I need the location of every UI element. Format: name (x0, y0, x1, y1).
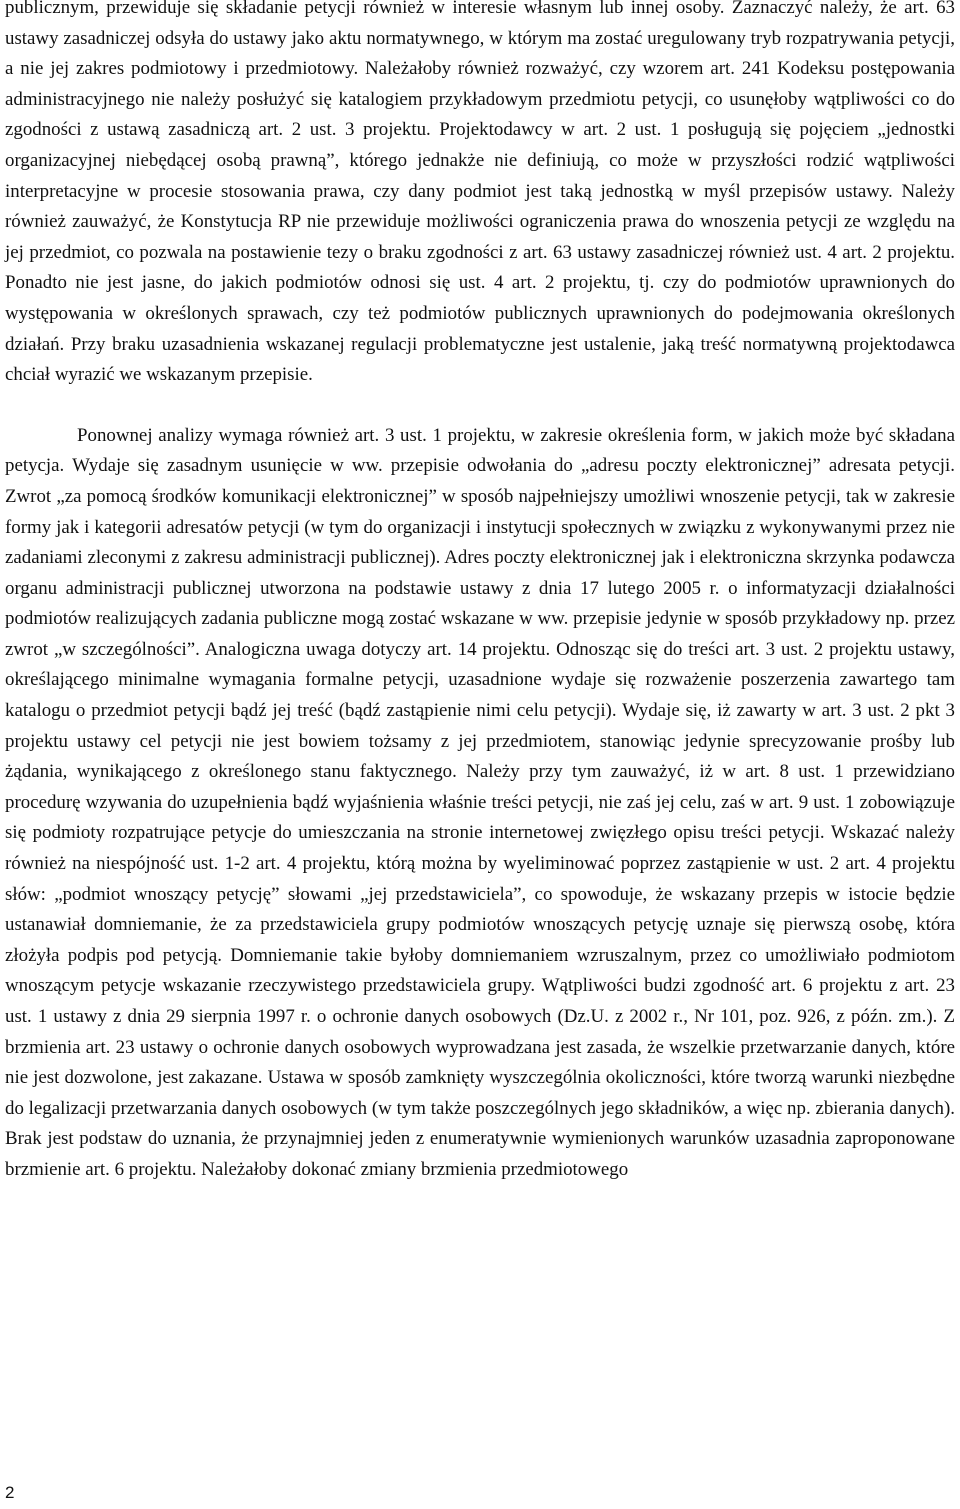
page-number: 2 (5, 1483, 15, 1502)
paragraph-petition-scope: publicznym, przewiduje się składanie petycji również w interesie własnym lub innej osoby. Zaznaczyć należy, że art. 63 ustawy zasadniczej odsyła do ustawy jako aktu normatywnego, w którym ma zostać uregulowany tryb rozpatrywania petycji, a nie jej zakres podmiotowy i przedmiotowy. Należałoby również rozważyć, czy wzorem art. 241 Kodeksu postępowania administracyjnego nie należy posłużyć się katalogiem przykładowym przedmiotu petycji, co usunęłoby wątpliwości co do zgodności z ustawą zasadniczą art. 2 ust. 3 projektu. Projektodawcy w art. 2 ust. 1 posługują się pojęciem „jednostki organizacyjnej niebędącej osobą prawną”, którego jednakże nie definiują, co może w przyszłości rodzić wątpliwości interpretacyjne w procesie stosowania prawa, czy dany podmiot jest taką jednostką w myśl przepisów ustawy. Należy również zauważyć, że Konstytucja RP nie przewiduje możliwości ograniczenia prawa do wnoszenia petycji ze względu na jej przedmiot, co pozwala na postawienie tezy o braku zgodności z art. 63 ustawy zasadniczej również ust. 4 art. 2 projektu. Ponadto nie jest jasne, do jakich podmiotów odnosi się ust. 4 art. 2 projektu, tj. czy do podmiotów uprawnionych do występowania w określonych sprawach, czy też podmiotów publicznych uprawnionych do podejmowania określonych działań. Przy braku uzasadnienia wskazanej regulacji problematyczne jest ustalenie, jaką treść normatywną projektodawca chciał wyrazić we wskazanym przepisie. (5, 0, 955, 386)
document-page (5, 0, 955, 1186)
paragraph-petition-forms: Ponownej analizy wymaga również art. 3 ust. 1 projektu, w zakresie określenia form, w jakich może być składana petycja. Wydaje się zasadnym usunięcie w ww. przepisie odwołania do „adresu poczty elektronicznej” adresata petycji. Zwrot „za pomocą środków komunikacji elektronicznej” w sposób najpełniejszy umożliwi wnoszenie petycji, tak w zakresie formy jak i kategorii adresatów petycji (w tym do organizacji i instytucji społecznych w związku z wykonywanymi przez nie zadaniami zleconymi z zakresu administracji publicznej). Adres poczty elektronicznej jak i elektroniczna skrzynka podawcza organu administracji publicznej utworzona na podstawie ustawy z dnia 17 lutego 2005 r. o informatyzacji działalności podmiotów realizujących zadania publiczne mogą zostać wskazane w ww. przepisie jedynie w sposób przykładowy np. przez zwrot „w szczególności”. Analogiczna uwaga dotyczy art. 14 projektu. Odnosząc się do treści art. 3 ust. 2 projektu ustawy, określającego minimalne wymagania formalne petycji, uzasadnione wydaje się rozważenie poszerzenia zawartego tam katalogu o przedmiot petycji bądź jej treść (bądź zastąpienie nimi celu petycji). Wydaje się, iż zawarty w art. 3 ust. 2 pkt 3 projektu ustawy cel petycji nie jest bowiem tożsamy z jej przedmiotem, stanowiąc jedynie sprecyzowanie prośby lub żądania, wynikającego z określonego stanu faktycznego. Należy przy tym zauważyć, iż w art. 8 ust. 1 przewidziano procedurę wzywania do uzupełnienia bądź wyjaśnienia właśnie treści petycji, nie zaś jej celu, zaś w art. 9 ust. 1 zobowiązuje się podmioty rozpatrujące petycje do umieszczania na stronie internetowej zwięzłego opisu treści petycji. Wskazać należy również na niespójność ust. 1-2 art. 4 projektu, którą można by wyeliminować poprzez zastąpienie w ust. 2 art. 4 projektu słów: „podmiot wnoszący petycję” słowami „jej przedstawiciela”, co spowoduje, że wskazany przepis w istocie będzie ustanawiał domniemanie, że za przedstawiciela grupy podmiotów wnoszących petycję uznaje się pierwszą osobę, która złożyła podpis pod petycją. Domniemanie takie byłoby domniemaniem wzruszalnym, przez co umożliwiało podmiotom wnoszącym petycje wskazanie rzeczywistego przedstawiciela grupy. Wątpliwości budzi zgodność art. 6 projektu z art. 23 ust. 1 ustawy z dnia 29 sierpnia 1997 r. o ochronie danych osobowych (Dz.U. z 2002 r., Nr 101, poz. 926, z późn. zm.). Z brzmienia art. 23 ustawy o ochronie danych osobowych wyprowadzana jest zasada, że wszelkie przetwarzanie danych, które nie jest dozwolone, jest zakazane. Ustawa w sposób zamknięty wyszczególnia okoliczności, które tworzą warunki niezbędne do legalizacji przetwarzania danych osobowych (w tym także poszczególnych jego składników, a więc np. zbierania danych). Brak jest podstaw do uznania, że przynajmniej jeden z enumeratywnie wymienionych warunków uzasadnia zaproponowane brzmienie art. 6 projektu. Należałoby dokonać zmiany brzmienia przedmiotowego (5, 424, 955, 1180)
